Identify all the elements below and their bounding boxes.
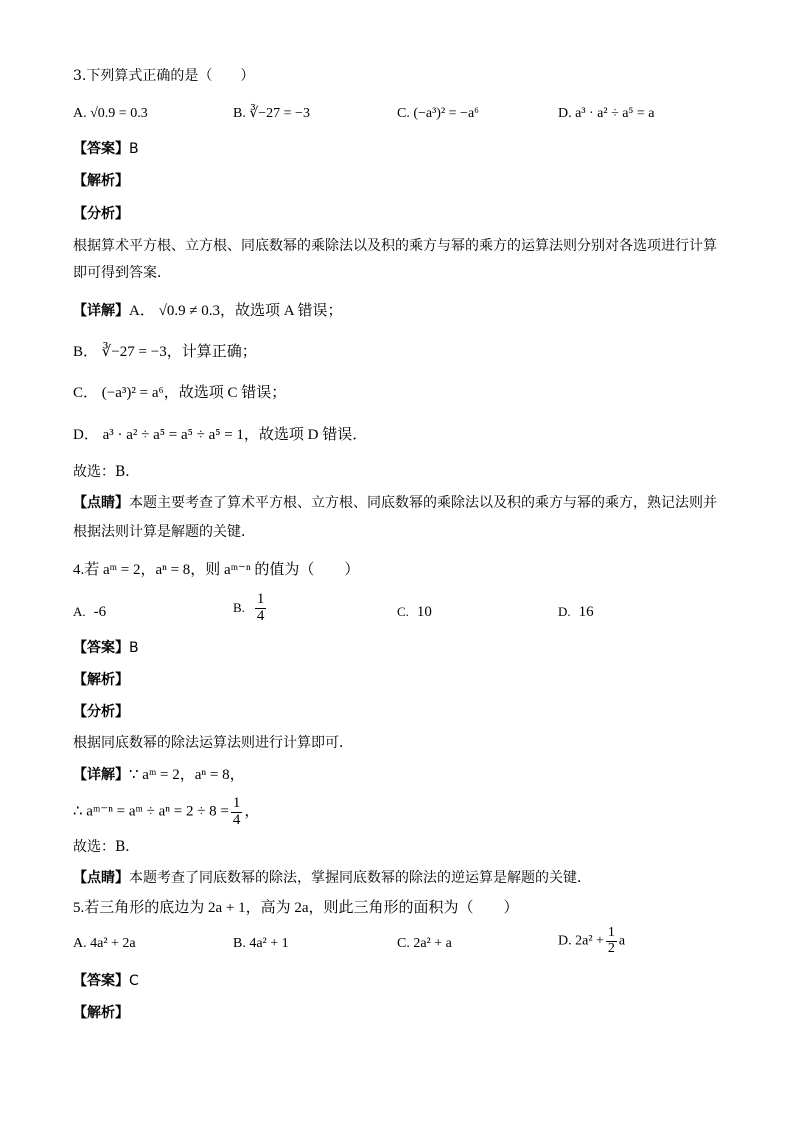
comment-tag: 【点睛】 [73, 495, 129, 511]
q5-option-d [558, 926, 625, 956]
fraction-numerator: 1 [232, 795, 241, 811]
fraction-denominator: 4 [256, 607, 265, 624]
q3-detail-c: C． (−a³)² = a⁶，故选项 C 错误； [73, 385, 287, 401]
q5-answer-line [73, 971, 139, 991]
option-label: C. [397, 604, 409, 619]
fraction-numerator: 1 [256, 591, 265, 607]
option-value: 16 [578, 604, 594, 620]
q4-fenxi: 根据同底数幂的除法运算法则进行计算即可． [73, 735, 353, 751]
comment-text: 本题考查了同底数幂的除法，掌握同底数幂的除法的逆运算是解题的关键． [129, 870, 591, 886]
fenxi-tag: 【分析】 [73, 206, 129, 222]
q3-option-a: A. √0.9 = 0.3 [73, 106, 148, 121]
fraction-numerator: 1 [607, 925, 615, 940]
q4-option-a [73, 602, 106, 622]
fraction [231, 796, 243, 829]
answer-value: B [129, 141, 139, 157]
option-value: 10 [416, 604, 432, 620]
fenxi-tag: 【分析】 [73, 704, 129, 720]
q3-option-d: D. a³ · a² ÷ a⁵ = a [558, 106, 655, 121]
option-text-end: a [618, 933, 626, 949]
detail-text: ∴ aᵐ⁻ⁿ = aᵐ ÷ aⁿ = 2 ÷ 8 = [73, 803, 229, 820]
q3-comment-line-1 [73, 493, 717, 513]
option-text: D. 2a² + [558, 933, 604, 949]
q4-option-c [397, 602, 432, 622]
analysis-tag: 【解析】 [73, 173, 129, 189]
q3-detail-b: B． ∛−27 = −3，计算正确； [73, 344, 257, 360]
answer-value: C [129, 973, 139, 989]
answer-tag: 【答案】 [73, 141, 129, 157]
q3-stem: 3.下列算式正确的是（ ） [73, 68, 255, 84]
comment-text: 本题主要考查了算术平方根、立方根、同底数幂的乘除法以及积的乘方与幂的乘方，熟记法则并 [129, 495, 717, 511]
answer-tag: 【答案】 [73, 973, 129, 989]
option-label: B. [233, 600, 245, 616]
q3-fenxi-line-1: 根据算术平方根、立方根、同底数幂的乘除法以及积的乘方与幂的乘方的运算法则分别对各选项进行计算 [73, 238, 717, 254]
q3-option-b: B. ∛−27 = −3 [233, 106, 310, 121]
q5-option-c: C. 2a² + a [397, 936, 452, 951]
q5-option-a: A. 4a² + 2a [73, 936, 136, 951]
q4-option-b [233, 592, 268, 625]
q4-comment [73, 868, 591, 888]
q4-detail-1 [73, 765, 245, 785]
detail-tag: 【详解】 [73, 303, 129, 319]
fraction [606, 926, 617, 956]
q4-choose: 故选：B． [73, 839, 140, 855]
detail-tag: 【详解】 [73, 767, 129, 783]
option-label: D. [558, 604, 571, 619]
q3-detail-d: D． a³ · a² ÷ a⁵ = a⁵ ÷ a⁵ = 1，故选项 D 错误． [73, 427, 368, 443]
q4-stem: 4.若 aᵐ = 2，aⁿ = 8，则 aᵐ⁻ⁿ 的值为（ ） [73, 562, 360, 578]
q3-detail-a [73, 301, 343, 321]
answer-tag: 【答案】 [73, 640, 129, 656]
analysis-tag: 【解析】 [73, 672, 129, 688]
q3-option-c: C. (−a³)² = −a⁶ [397, 106, 480, 121]
comment-tag: 【点睛】 [73, 870, 129, 886]
fraction-denominator: 2 [607, 940, 615, 956]
q3-fenxi-line-2: 即可得到答案． [73, 265, 171, 281]
answer-value: B [129, 640, 139, 656]
q4-answer-line [73, 638, 139, 658]
detail-a-text: A． √0.9 ≠ 0.3，故选项 A 错误； [129, 303, 343, 319]
q3-choose: 故选：B． [73, 464, 140, 480]
q5-option-b: B. 4a² + 1 [233, 936, 289, 951]
q4-option-d [558, 602, 594, 622]
q4-detail-2 [73, 796, 259, 829]
fraction-denominator: 4 [232, 811, 241, 828]
option-label: A. [73, 604, 86, 619]
q5-stem: 5.若三角形的底边为 2a + 1，高为 2a，则此三角形的面积为（ ） [73, 900, 519, 916]
option-value: -6 [93, 604, 107, 620]
q3-comment-line-2: 根据法则计算是解题的关键． [73, 524, 255, 540]
fraction [255, 592, 267, 625]
detail-text-end: ， [244, 803, 260, 820]
analysis-tag: 【解析】 [73, 1005, 129, 1021]
q3-answer-line [73, 139, 139, 159]
detail-text: ∵ aᵐ = 2，aⁿ = 8， [129, 767, 245, 783]
